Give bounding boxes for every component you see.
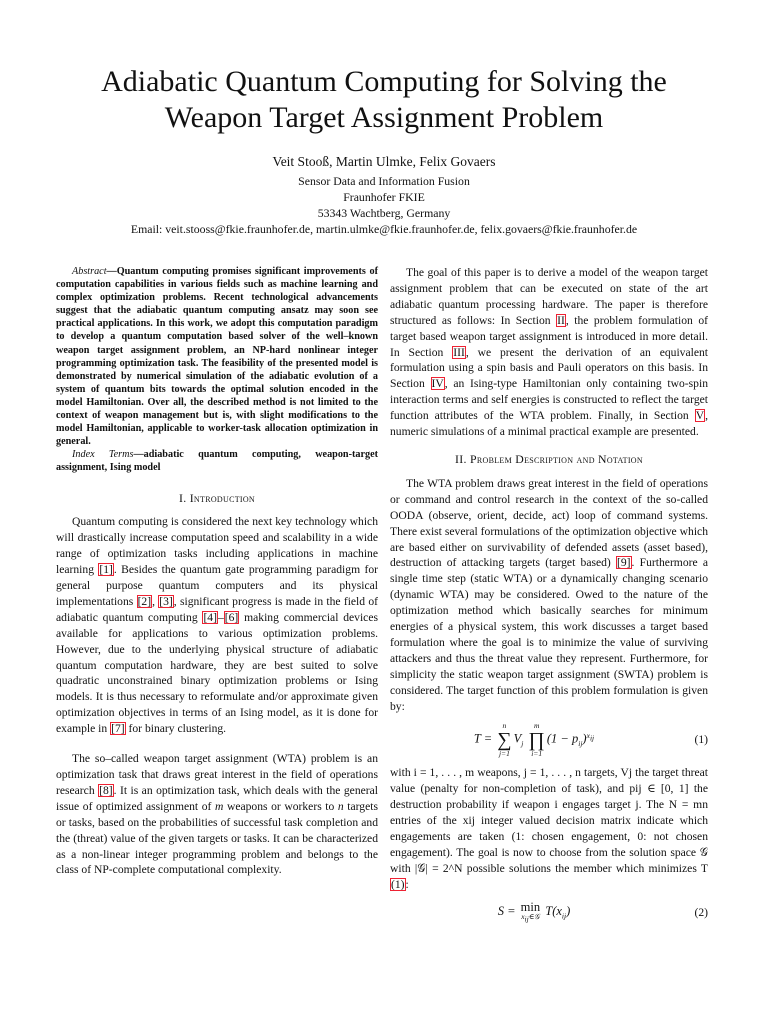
title-line-1: Adiabatic Quantum Computing for Solving the — [101, 65, 667, 98]
affiliation — [40, 173, 728, 237]
left-column — [56, 265, 378, 878]
affiliation-email: Email: veit.stooss@fkie.fraunhofer.de, martin.ulmke@fkie.fraunhofer.de, felix.govaers@fkie.fraunhofer.de — [130, 222, 638, 236]
section-link[interactable]: III — [453, 345, 465, 359]
section-link[interactable]: II — [557, 313, 565, 327]
index-terms-text: —adiabatic quantum computing, weapon-target assignment, Ising model — [56, 449, 379, 474]
citation-link[interactable]: [4] — [203, 610, 217, 624]
equation-2-number: (2) — [694, 905, 708, 919]
equation-2 — [390, 901, 708, 925]
problem-paragraph-2: with i = 1, . . . , m weapons, j = 1, . . . , n targets, Vj the target threat value (penalty for non-completion of task), and pij ∈ [0, 1] the destruction probability if weapon i engages target j. The N = mn entries of the xij integer valued decision matrix indicate which engagements are taken (1: chosen engagement, 0: not chosen engagement). The goal is now to choose from the solution space 𝒢 with |𝒢| = 2^N possible solutions the member which minimizes T (1): — [390, 766, 708, 891]
citation-link[interactable]: [7] — [111, 722, 125, 736]
index-terms-label: Index Terms — [72, 449, 134, 461]
equation-link[interactable]: (1) — [391, 877, 405, 891]
equation-1 — [390, 722, 708, 757]
affiliation-address: 53343 Wachtberg, Germany — [317, 206, 451, 220]
equation-2-body: S = min $x_{ij}\in 𝒢$ $T(x_{ij})$ — [497, 899, 571, 924]
right-column — [390, 265, 708, 932]
section-heading-problem: II. Problem Description and Notation — [455, 451, 643, 466]
citation-link[interactable]: [6] — [224, 610, 239, 624]
intro-paragraph-1: Quantum computing is considered the next key technology which will drastically increase computation speed and scalability in a wide range of optimization tasks including applications in machine learning [1]. Besides the quantum gate programming paradigm for general purpose quantum computers and its physical implementations [2], [3], significant progress is made in the field of adiabatic quantum computing [4]–[6] making commercial devices available for applications to various optimization problems. However, due to the underlying physical structure of adiabatic quantum computation hardware, they are best suited to solve quadratic unconstrained binary optimization problems or Ising models. It is thus necessary to reformulate and/or approximate given optimization objectives in terms of an Ising model, as it is done for example in [7] for binary clustering. — [56, 515, 379, 736]
affiliation-org: Fraunhofer FKIE — [343, 190, 425, 204]
abstract-text: —Quantum computing promises significant improvements of computation capabilities in various fields such as machine learning and complex optimization problems. Recent technological advancements suggest that the adiabatic quantum computing ansatz may soon see practical applications. In this work, we adopt this computation paradigm to develop a quantum computation based solver of the well–known weapon target assignment problem, an NP-hard nonlinear integer programming optimization task. The feasibility of the presented model is demonstrated by numerical simulation of the adiabatic evolution of a system of quantum bits towards the optimal solution encoded in the model Hamiltonian. Over all, the described method is not limited to the context of weapon management but is, with slight modifications to the model Hamiltonian, applicable to worker-task allocation optimization in general. — [56, 266, 378, 448]
intro-paragraph-2: The so–called weapon target assignment (WTA) problem is an optimization task that draws great interest in the field of operations research [8]. It is an optimization task, which deals with the general issue of optimized assignment of m weapons or workers to n targets or tasks, based on the probabilities of successful task completion and the (threat) value of the given targets or tasks. It can be characterized as a non-linear integer programming problem and belongs to the class of NP-complete computational complexity. — [56, 752, 378, 877]
section-link[interactable]: V — [695, 409, 705, 423]
equation-1-body: T = n ∑ j=1 $V_j$ m ∏ i=1 $(1 - p_{ij})^{x_{ij}}$ — [473, 721, 595, 758]
citation-link[interactable]: [9] — [617, 556, 631, 570]
affiliation-dept: Sensor Data and Information Fusion — [298, 174, 470, 188]
problem-paragraph-1: The WTA problem draws great interest in the field of operations or command and control research in the context of the so-called OODA (observe, orient, decide, act) loop of command systems. There exist several formulations of the optimization objective which are based either on survivability of defended assets (asset based), destruction of attacking targets (target based) [9]. Furthermore a single time step (static WTA) or a dynamically changing scenario (dynamic WTA) may be considered. Owed to the nature of the optimization method which basically searches for minimum energies of a physical system, this work discusses a target based formulation where the goal is to minimize the value of surviving attackers and thus the threat value they represent. Furthermore, for simplicity the static weapon target assignment (SWTA) problem is considered. The target function of this problem formulation is given by: — [390, 476, 708, 713]
title-line-2: Weapon Target Assignment Problem — [164, 101, 604, 134]
equation-1-number: (1) — [694, 733, 708, 747]
section-link[interactable]: IV — [431, 377, 444, 391]
abstract — [56, 265, 378, 475]
section-heading-introduction: I. Introduction — [178, 490, 256, 505]
paper-title — [40, 64, 728, 136]
citation-link[interactable]: [1] — [99, 563, 113, 577]
citation-link[interactable]: [2] — [137, 594, 152, 608]
citation-link[interactable]: [8] — [99, 783, 113, 797]
abstract-label: Abstract — [72, 266, 107, 277]
outline-paragraph: The goal of this paper is to derive a model of the weapon target assignment problem that can be executed on state of the art adiabatic quantum processing hardware. The paper is therefore structured as follows: In Section II, the problem formulation of target based weapon target assignment is introduced in more detail. In Section III, we present the derivation of an equivalent formulation using a spin basis and Pauli operators on this basis. In Section IV, an Ising-type Hamiltonian only containing two-spin interaction terms and self energies is constructed to reflect the target function attributes of the WTA problem. Finally, in Section V, numeric simulations of a minimal practical example are presented. — [390, 266, 708, 439]
author-list: Veit Stooß, Martin Ulmke, Felix Govaers — [272, 154, 496, 169]
citation-link[interactable]: [3] — [159, 594, 173, 608]
